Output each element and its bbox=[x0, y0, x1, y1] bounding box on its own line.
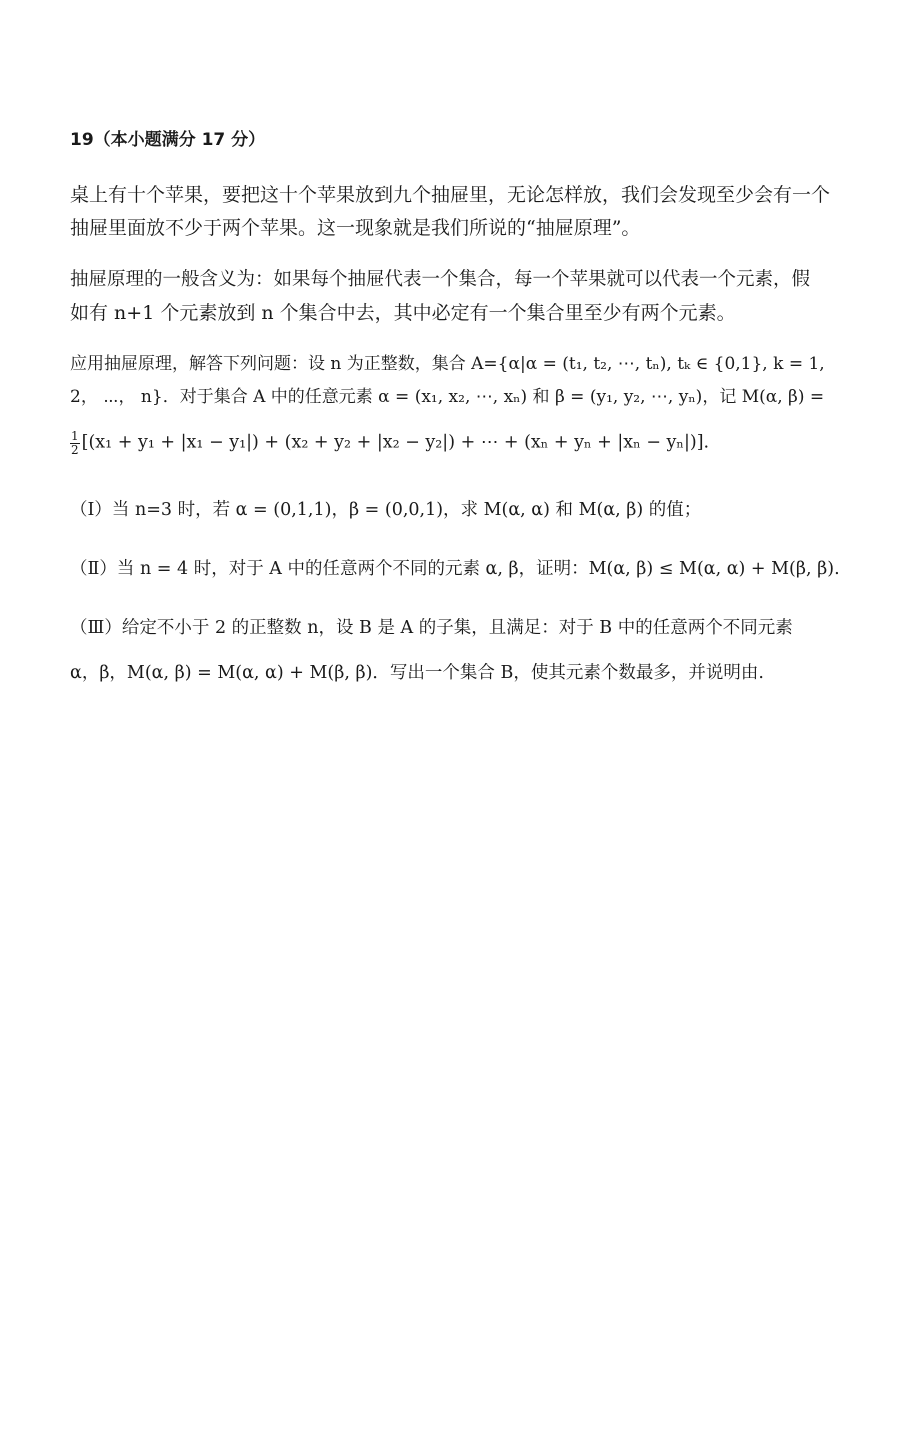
part3-line1: （Ⅲ）给定不小于 2 的正整数 n，设 B 是 A 的子集，且满足：对于 B 中的任意两个不同元素 bbox=[70, 618, 793, 638]
part3-line2: α，β，M(α, β) = M(α, α) + M(β, β)．写出一个集合 B，使其元素个数最多，并说明由. bbox=[70, 663, 764, 683]
paragraph3-line1: 应用抽屉原理，解答下列问题：设 n 为正整数，集合 A={α|α = (t₁, t₂, ⋯, tₙ), tₖ ∈ {0,1}, k = 1, bbox=[70, 354, 825, 374]
paragraph2-line1: 抽屉原理的一般含义为：如果每个抽屉代表一个集合，每一个苹果就可以代表一个元素，假 bbox=[70, 269, 811, 290]
paragraph1-line2: 抽屉里面放不少于两个苹果。这一现象就是我们所说的“抽屉原理”。 bbox=[70, 217, 641, 239]
paragraph3-line2: 2， ⋯， n}．对于集合 A 中的任意元素 α = (x₁, x₂, ⋯, xₙ) 和 β = (y₁, y₂, ⋯, yₙ)，记 M(α, β) = bbox=[70, 387, 825, 407]
paragraph2-line2: 如有 n+1 个元素放到 n 个集合中去，其中必定有一个集合里至少有两个元素。 bbox=[70, 302, 736, 324]
question-heading: 19（本小题满分 17 分） bbox=[70, 130, 266, 150]
fraction-denominator: 2 bbox=[71, 442, 79, 457]
paragraph1-line1: 桌上有十个苹果，要把这十个苹果放到九个抽屉里，无论怎样放，我们会发现至少会有一个 bbox=[70, 184, 831, 206]
part1-text: （Ⅰ）当 n=3 时，若 α = (0,1,1)，β = (0,0,1)，求 M(α, α) 和 M(α, β) 的值； bbox=[70, 500, 702, 520]
paragraph3-line3 bbox=[70, 430, 709, 456]
fraction-numerator: 1 bbox=[71, 429, 79, 443]
part2-text: （Ⅱ）当 n = 4 时，对于 A 中的任意两个不同的元素 α, β，证明：M(α, β) ≤ M(α, α) + M(β, β). bbox=[70, 559, 840, 579]
formula-sum: [(x₁ + y₁ + |x₁ − y₁|) + (x₂ + y₂ + |x₂ − y₂|) + ⋯ + (xₙ + yₙ + |xₙ − yₙ|)]. bbox=[81, 432, 710, 453]
fraction-one-half bbox=[70, 430, 80, 456]
